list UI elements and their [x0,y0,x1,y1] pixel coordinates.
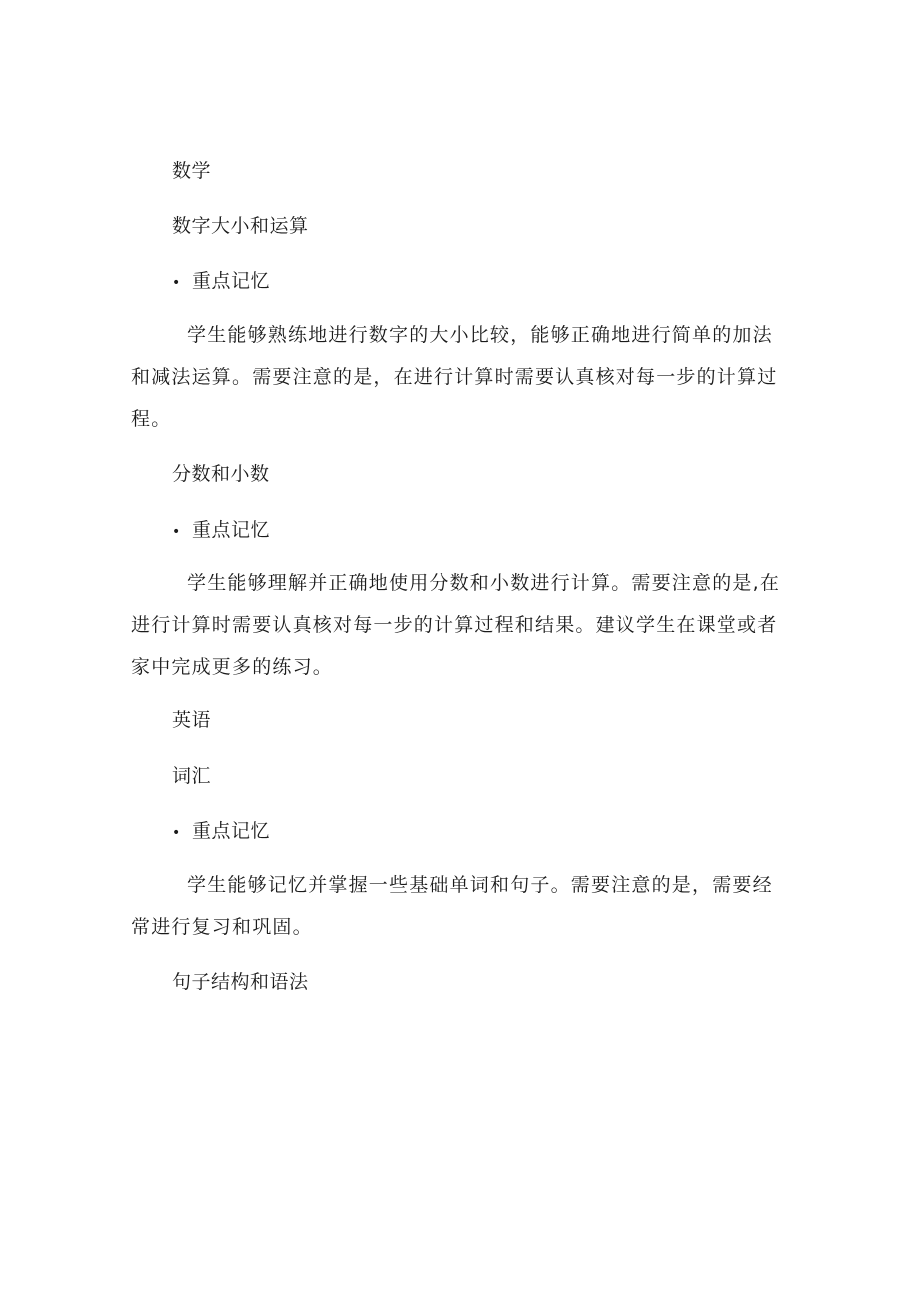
bullet-icon: • [172,524,181,540]
section-title-sentence-grammar: 句子结构和语法 [172,971,309,993]
section-title-number-operations: 数字大小和运算 [172,215,309,237]
bullet-item-key-memory [172,518,270,544]
bullet-icon: • [172,825,181,841]
paragraph-number-operations: 学生能够熟练地进行数字的大小比较，能够正确地进行简单的加法和减法运算。需要注意的是，在进行计算时需要认真核对每一步的计算过程。 [131,324,778,430]
paragraph-fractions-decimals: 学生能够理解并正确地使用分数和小数进行计算。需要注意的是,在进行计算时需要认真核对每一步的计算过程和结果。建议学生在课堂或者家中完成更多的练习。 [131,572,781,678]
paragraph-vocabulary: 学生能够记忆并掌握一些基础单词和句子。需要注意的是，需要经常进行复习和巩固。 [131,874,773,938]
section-title-fractions-decimals: 分数和小数 [172,463,270,485]
section-title-vocabulary: 词汇 [172,765,212,787]
bullet-label: 重点记忆 [192,820,271,842]
bullet-label: 重点记忆 [192,270,271,292]
bullet-label: 重点记忆 [192,519,271,541]
subject-heading-math: 数学 [172,160,212,182]
bullet-item-key-memory [172,819,270,845]
bullet-icon: • [172,275,181,291]
subject-heading-english: 英语 [172,709,212,731]
bullet-item-key-memory [172,269,270,295]
